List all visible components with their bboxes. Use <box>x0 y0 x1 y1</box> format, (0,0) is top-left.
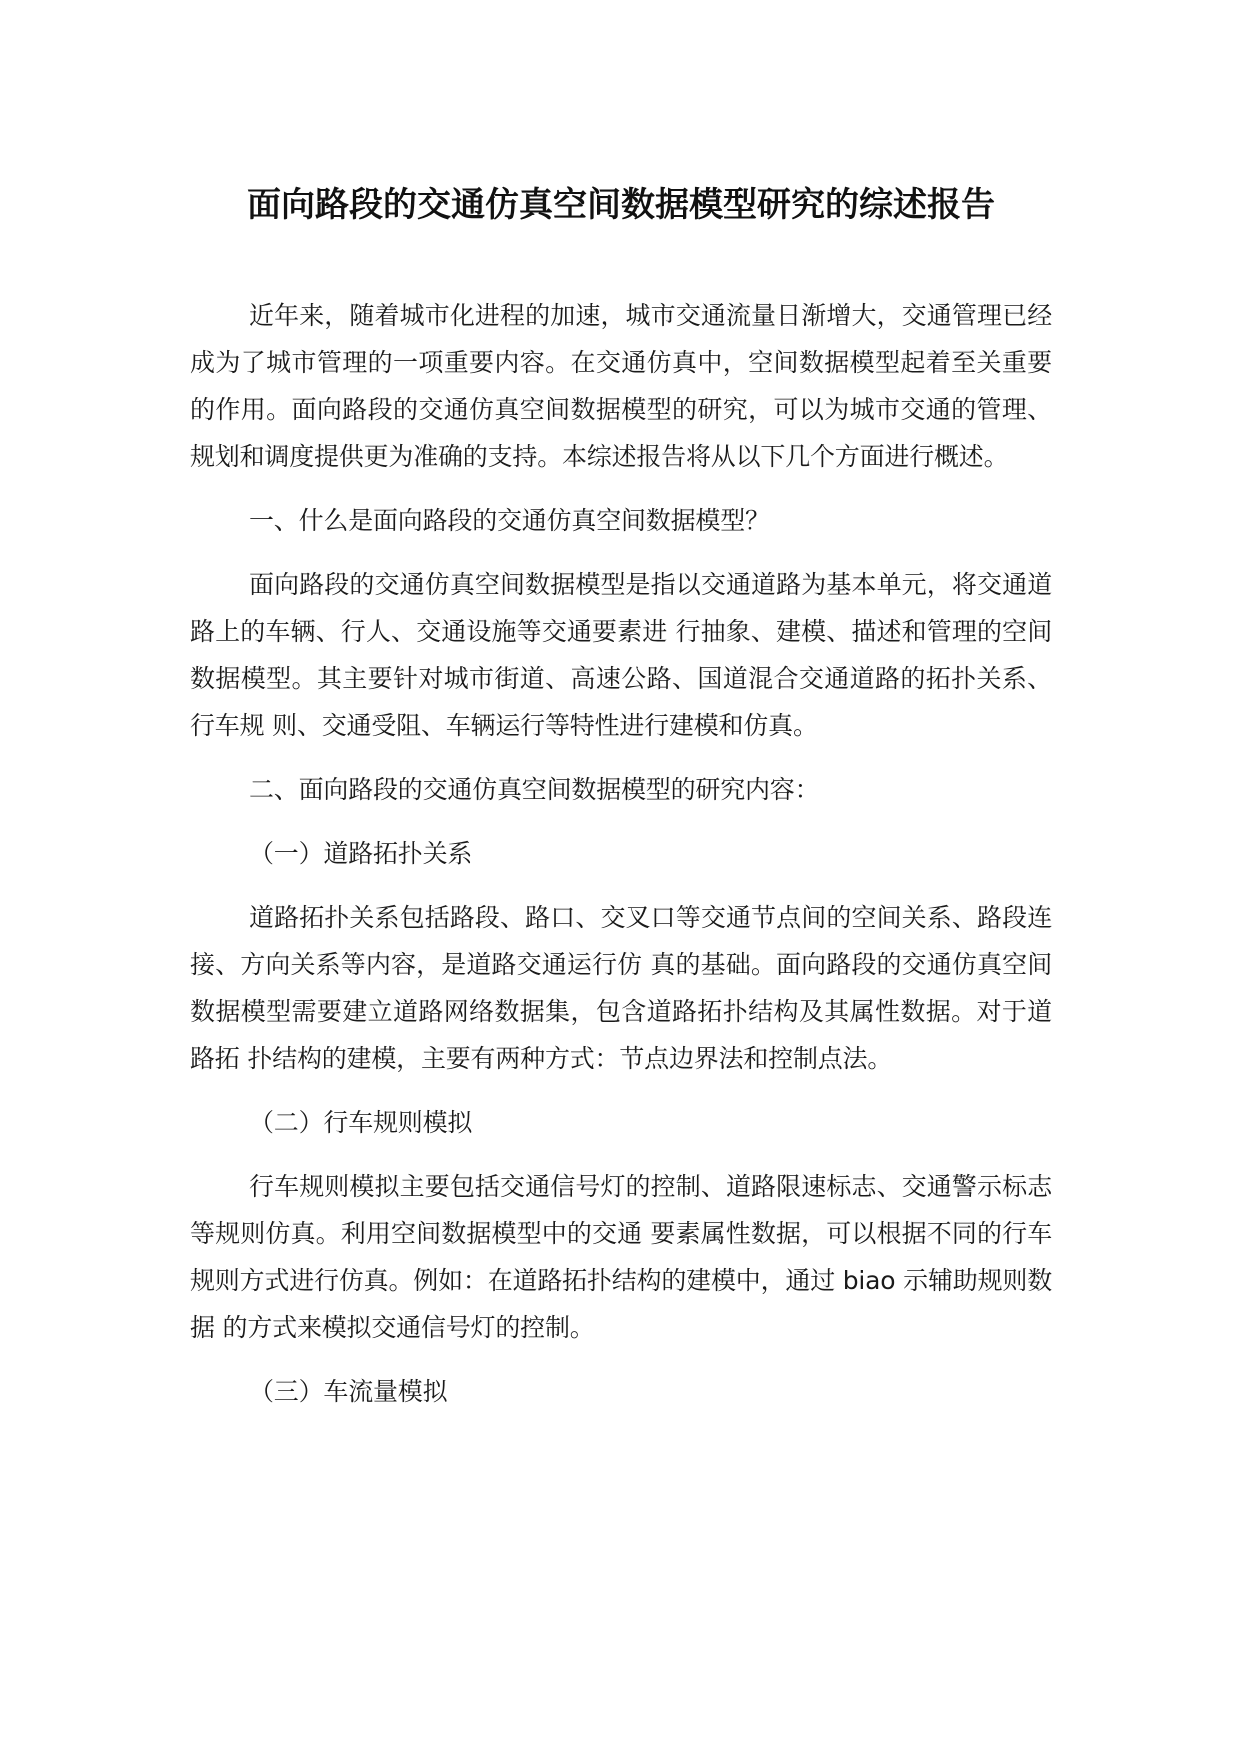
heading-subsection-3: （三）车流量模拟 <box>249 1377 448 1406</box>
heading-section-1: 一、什么是面向路段的交通仿真空间数据模型？ <box>249 506 770 535</box>
heading-subsection-2: （二）行车规则模拟 <box>249 1108 473 1137</box>
paragraph-intro: 近年来，随着城市化进程的加速，城市交通流量日渐增大，交通管理已经成为了城市管理的一项重要内容。在交通仿真中，空间数据模型起着至关重要的作用。面向路段的交通仿真空间数据模型的研究，可以为城市交通的管理、规划和调度提供更为准确的支持。本综述报告将从以下几个方面进行概述。 <box>190 301 1052 471</box>
heading-section-2: 二、面向路段的交通仿真空间数据模型的研究内容： <box>249 775 820 804</box>
document-body <box>190 292 1052 1415</box>
paragraph-driving-rules: 行车规则模拟主要包括交通信号灯的控制、道路限速标志、交通警示标志等规则仿真。利用空间数据模型中的交通 要素属性数据，可以根据不同的行车规则方式进行仿真。例如：在道路拓扑结构的建模中，通过 biao 示辅助规则数据 的方式来模拟交通信号灯的控制。 <box>190 1172 1052 1342</box>
heading-subsection-1: （一）道路拓扑关系 <box>249 839 473 868</box>
paragraph-road-topology: 道路拓扑关系包括路段、路口、交叉口等交通节点间的空间关系、路段连接、方向关系等内容，是道路交通运行仿 真的基础。面向路段的交通仿真空间数据模型需要建立道路网络数据集，包含道路拓扑结构及其属性数据。对于道路拓 扑结构的建模，主要有两种方式：节点边界法和控制点法。 <box>190 903 1052 1073</box>
document-title: 面向路段的交通仿真空间数据模型研究的综述报告 <box>247 185 995 225</box>
paragraph-definition: 面向路段的交通仿真空间数据模型是指以交通道路为基本单元，将交通道路上的车辆、行人、交通设施等交通要素进 行抽象、建模、描述和管理的空间数据模型。其主要针对城市街道、高速公路、国道混合交通道路的拓扑关系、行车规 则、交通受阻、车辆运行等特性进行建模和仿真。 <box>190 570 1052 740</box>
